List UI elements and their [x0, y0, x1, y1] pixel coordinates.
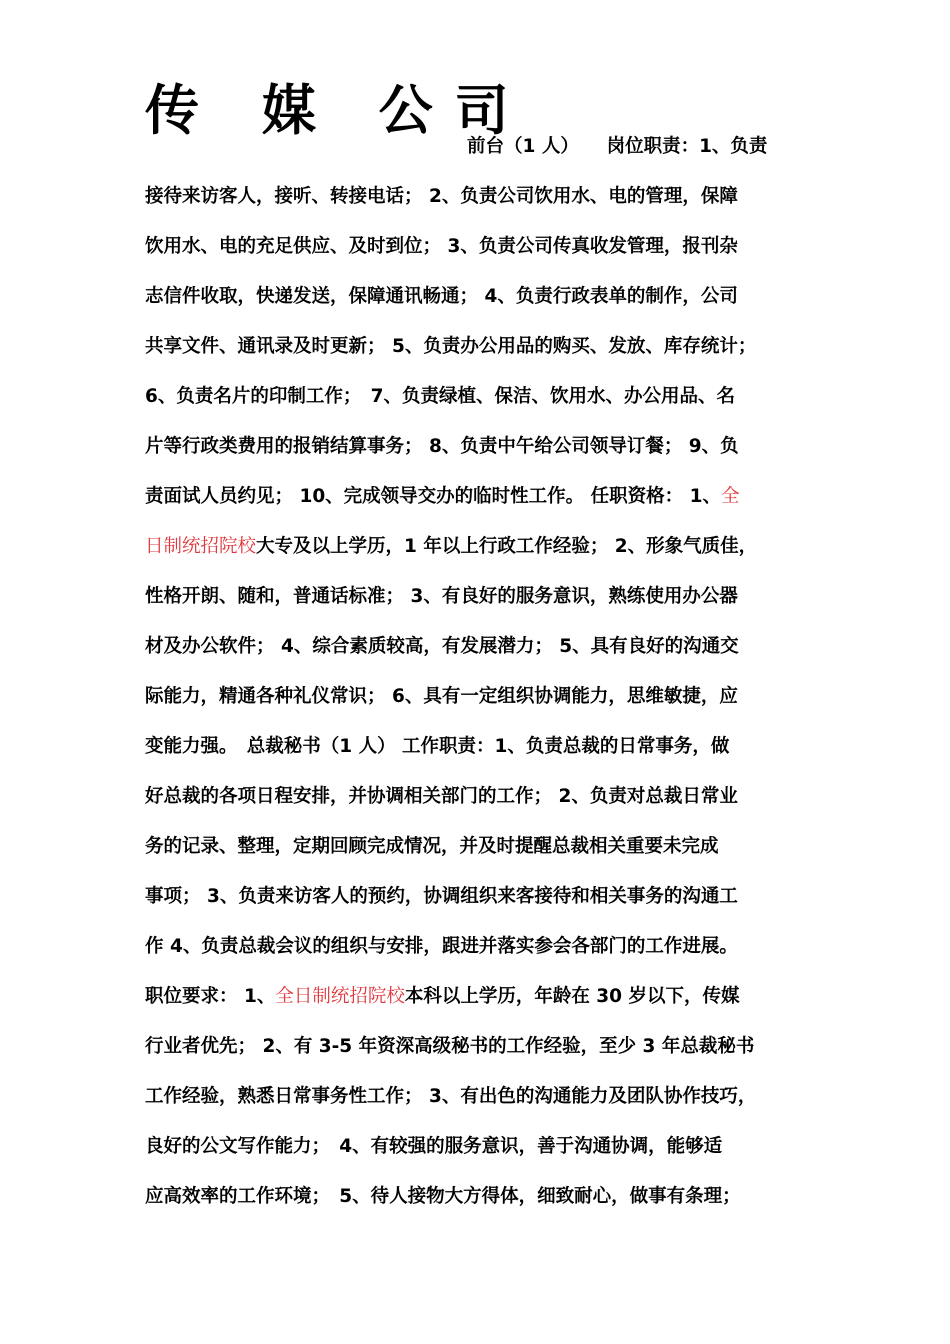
text-line: 事项； 3、负责来访客人的预约，协调组织来客接待和相关事务的沟通工 — [145, 886, 738, 907]
text-line: 行业者优先； 2、有 3-5 年资深高级秘书的工作经验，至少 3 年总裁秘书 — [145, 1036, 755, 1057]
text-line: 志信件收取，快递发送，保障通讯畅通； 4、负责行政表单的制作，公司 — [145, 286, 738, 307]
text-line: 工作经验，熟悉日常事务性工作； 3、有出色的沟通能力及团队协作技巧， — [145, 1086, 757, 1107]
document-title: 传 媒 公司 — [145, 78, 531, 142]
text-segment: 责面试人员约见； 10、完成领导交办的临时性工作。 任职资格： 1、 — [145, 486, 721, 507]
highlighted-text: 全日制统招院校 — [275, 986, 405, 1007]
text-line: 变能力强。 总裁秘书（1 人） 工作职责：1、负责总裁的日常事务，做 — [145, 736, 730, 757]
text-line: 材及办公软件； 4、综合素质较高，有发展潜力； 5、具有良好的沟通交 — [145, 636, 739, 657]
text-line: 作 4、负责总裁会议的组织与安排，跟进并落实参会各部门的工作进展。 — [145, 936, 738, 957]
text-line: 前台（1 人） 岗位职责：1、负责 — [467, 136, 768, 157]
text-line: 性格开朗、随和，普通话标准； 3、有良好的服务意识，熟练使用办公器 — [145, 586, 738, 607]
text-line: 6、负责名片的印制工作； 7、负责绿植、保洁、饮用水、办公用品、名 — [145, 386, 735, 407]
text-line: 应高效率的工作环境； 5、待人接物大方得体，细致耐心，做事有条理； — [145, 1186, 741, 1207]
text-line: 际能力，精通各种礼仪常识； 6、具有一定组织协调能力，思维敏捷，应 — [145, 686, 738, 707]
highlighted-text: 全 — [720, 486, 740, 507]
text-line: 接待来访客人，接听、转接电话； 2、负责公司饮用水、电的管理，保障 — [145, 186, 738, 207]
text-segment: 本科以上学历，年龄在 30 岁以下，传媒 — [404, 986, 740, 1007]
text-line: 饮用水、电的充足供应、及时到位； 3、负责公司传真收发管理，报刊杂 — [145, 236, 738, 257]
text-line: 片等行政类费用的报销结算事务； 8、负责中午给公司领导订餐； 9、负 — [145, 436, 739, 457]
text-line: 务的记录、整理，定期回顾完成情况，并及时提醒总裁相关重要未完成 — [145, 836, 719, 857]
text-line — [145, 534, 815, 560]
text-line — [145, 984, 815, 1010]
text-segment: 职位要求： 1、 — [145, 986, 276, 1007]
text-segment: 大专及以上学历，1 年以上行政工作经验； 2、形象气质佳， — [256, 536, 758, 557]
text-line: 良好的公文写作能力； 4、有较强的服务意识，善于沟通协调，能够适 — [145, 1136, 723, 1157]
text-line: 好总裁的各项日程安排，并协调相关部门的工作； 2、负责对总裁日常业 — [145, 786, 738, 807]
highlighted-text: 日制统招院校 — [145, 536, 257, 557]
text-line — [145, 484, 815, 510]
text-line: 共享文件、通讯录及时更新； 5、负责办公用品的购买、发放、库存统计； — [145, 336, 757, 357]
